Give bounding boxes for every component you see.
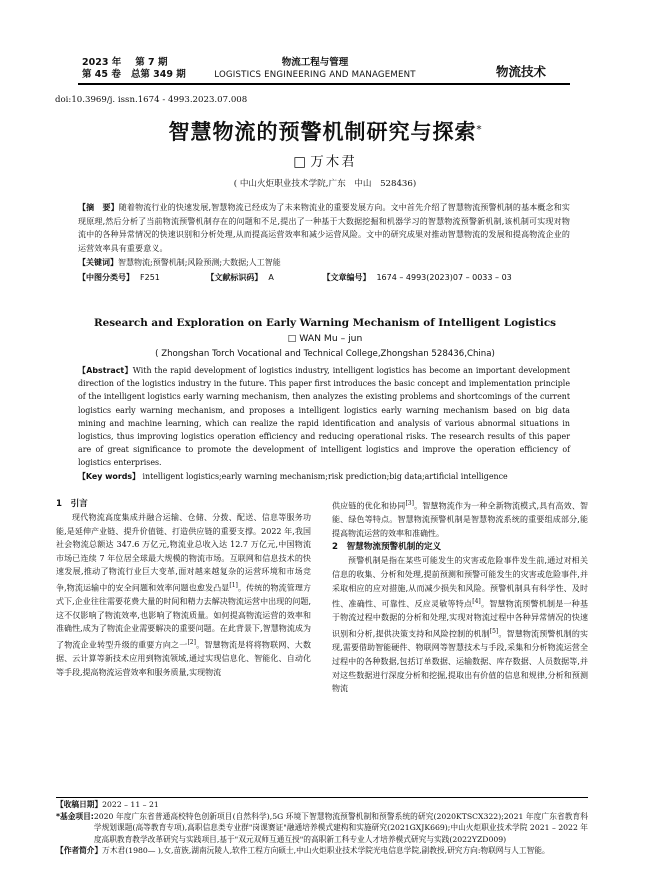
received-label: 【收稿日期】: [56, 800, 103, 809]
year: 2023 年: [82, 57, 122, 68]
issue: 第 7 期: [135, 57, 168, 68]
title-footnote-mark: *: [476, 124, 482, 136]
issue-info: [82, 57, 186, 81]
doc-code-value: A: [268, 272, 274, 282]
section-1-text-c: 。智慧物流是将将物联网、大数据、云计算等新技术应用到物流领域,通过实现信息化、智能化、自动化等手段,提高物流运营效率和服务质量,实现物流: [56, 640, 312, 677]
author: 万木君: [310, 154, 357, 170]
section-2-paragraph: [332, 554, 588, 695]
footnote-rule: [56, 797, 588, 798]
keywords-cn-label: 【关键词】: [78, 258, 118, 268]
journal-name-cn: 物流工程与管理: [281, 57, 349, 68]
fund-mark: *: [56, 811, 61, 821]
section-name: 物流技术: [496, 64, 547, 79]
fund-label: 基金项目:: [60, 811, 94, 821]
citation-2: [2]: [187, 639, 196, 646]
fund-text: 2020 年度广东省普通高校特色创新项目(自然科学),5G 环境下智慧物流预警机制和预警系统的研究(2020KTSCX322);2021 年度广东省教育科学规划课题(高等教育专项),高职信息类专业群"岗课赛证"融通培养模式建构和实施研究(2021GXJK669);中山火炬职业技术学院 2021 – 2022 年度高职教育教学改革研究与实践项目,基于"双元双师互通互授"的高职新工科专业人才培养模式研究与实践(2022YZD009): [93, 811, 588, 844]
keywords-cn-text: 智慧物流;预警机制;风险预测;大数据;人工智能: [118, 258, 281, 268]
affiliation-en: ( Zhongshan Torch Vocational and Technical College,Zhongshan 528436,China): [155, 349, 495, 359]
affiliation: ( 中山火炬职业技术学院,广东 中山 528436): [233, 179, 417, 189]
keywords-en-label: 【Key words】: [78, 471, 140, 481]
section-2-text-a: 预警机制是指在某些可能发生的灾害或危险事件发生前,通过对相关信息的收集、分析和处理,提前预测和预警可能发生的灾害或危险事件,并采取相应的应对措施,从而减少损失和风险。预警机制具有科学性、及时性、准确性、可靠性、反应灵敏等特点: [332, 556, 588, 609]
abstract-en-label: 【Abstract】: [78, 366, 133, 375]
citation-4: [4]: [472, 598, 481, 606]
abstract-en-text: With the rapid development of logistics industry, intelligent logistics has become an important development direction of the logistics industry in the future. This paper first introduces the basic concept and implementation principle of the intelligent logistics early warning mechanism, then analyzes the existing problems and shortcomings of the current logistics early warning mechanism, and proposes a intelligent logistics early warning mechanism based on big data mining and machine learning, which can realize the rapid identification and analysis of various abnormal situations in logistics, thus improving logistics operation efficiency and reducing operational risks. The research results of this paper are of great significance to promote the development of intelligent logistics and improve the operation efficiency of logistics enterprises.: [78, 366, 570, 468]
section-2-text-c: 。智慧物流预警机制的实现,需要借助智能硬件、物联网等智慧技术与手段,采集和分析物流运营全过程中的各种数据,包括订单数据、运输数据、库存数据、人员数据等,并对这些数据进行深度分析和挖掘,提取出有价值的信息和规律,分析和预测物流: [332, 629, 589, 694]
author-box-icon: □: [293, 154, 306, 170]
author-bio-label: 【作者简介】: [56, 846, 103, 856]
abstract-en: [78, 364, 570, 483]
volume: 第 45 卷: [82, 69, 121, 80]
abstract-cn-text: 随着物流行业的快速发展,智慧物流已经成为了未来物流业的重要发展方向。文中首先介绍了智慧物流预警机制的基本概念和实现原理,然后分析了当前物流预警机制存在的问题和不足,提出了一种基于大数据挖掘和机器学习的智慧物流预警新机制,该机制可实现对物流中的各种异常情况的快速识别和分析处理,从而提高运营效率和减少运营风险。文中的研究成果对推动智慧物流的发展和提高物流企业的运营效率具有重要意义。: [78, 203, 571, 253]
title-block: [0, 116, 650, 146]
article-no-label: 【文章编号】: [322, 272, 371, 282]
fund-note: [56, 811, 588, 846]
section-1-cont-text-b: 。智慧物流作为一种全新物流模式,具有高效、智能、绿色等特点。智慧物流预警机制是智慧物流系统的重要组成部分,能提高物流运营的效率和准确性。: [332, 501, 588, 538]
journal-name: [200, 57, 430, 81]
section-2-text-b: 。智慧物流预警机制是一种基于物流过程中数据的分析和处理,实现对物流过程中各种异常情况的快速识别和分析,提供决策支持和风险控制的机制: [332, 599, 588, 639]
keywords-en-text: intelligent logistics;early warning mechanism;risk prediction;big data;artificial intelligence: [142, 471, 508, 481]
clc-value: F251: [140, 272, 160, 282]
section-2-heading: 2 智慧物流预警机制的定义: [332, 542, 442, 553]
body-column-right: [332, 497, 588, 696]
citation-1: [1]: [229, 581, 238, 589]
total-issue: 总第 349 期: [130, 69, 186, 80]
abstract-cn-label: 【摘 要】: [78, 203, 119, 212]
section-1-continued: [332, 497, 588, 540]
journal-name-en: LOGISTICS ENGINEERING AND MANAGEMENT: [214, 70, 416, 80]
citation-3: [3]: [405, 500, 414, 507]
author-bio-text: 万木君(1980— ),女,苗族,湖南沅陵人,软件工程方向硕士,中山火炬职业技术学院光电信息学院,副教授,研究方向:物联网与人工智能。: [102, 846, 550, 856]
author-line: [0, 150, 650, 170]
doc-code-label: 【文献标识码】: [206, 272, 263, 282]
clc-label: 【中图分类号】: [78, 272, 134, 282]
citation-5: [5]: [489, 628, 499, 636]
section-1-paragraph: [56, 511, 311, 679]
article-no-value: 1674 – 4993(2023)07 – 0033 – 03: [376, 272, 512, 282]
received-date: 2022 – 11 – 21: [102, 800, 159, 809]
page-title: 智慧物流的预警机制研究与探索: [168, 119, 477, 144]
header-rule: [78, 83, 570, 85]
section-1-cont-text-a: 供应链的优化和协同: [332, 501, 406, 511]
author-bio-note: [56, 845, 588, 857]
doi: doi:10.3969/j. issn.1674 - 4993.2023.07.008: [55, 95, 248, 105]
body-column-left: [56, 497, 311, 679]
title-en: Research and Exploration on Early Warning Mechanism of Intelligent Logistics: [93, 317, 557, 329]
author-en: □ WAN Mu – jun: [287, 333, 363, 344]
footnotes: [56, 799, 588, 857]
section-1-heading: 1 引言: [56, 499, 88, 509]
section-1-text-a: 现代物流高度集成并融合运输、仓储、分拨、配送、信息等服务功能,是延伸产业链、提升价值链、打造供应链的重要支撑。2022 年,我国社会物流总额达 347.6 万亿元,物流业总收入达 12.7 万亿元,中国物流市场已连续 7 年位居全球最大规模的物流市场。互联网和信息技术的快速发展,推动了物流行业巨大变革,面对越来越复杂的运营环境和市场竞争,物流运输中的安全问题和效率问题也愈发凸显: [56, 513, 311, 593]
abstract-cn: [78, 201, 570, 285]
section-1-text-b: 。传统的物流管理方式下,企业往往需要花费大量的时间和精力去解决物流运营中出现的问题,这不仅影响了物流效率,也影响了物流质量。如何提高物流运营的效率和准确性,成为了物流企业需要解决的重要问题。在此背景下,智慧物流成为了物流企业转型升级的重要方向之一: [56, 583, 312, 650]
